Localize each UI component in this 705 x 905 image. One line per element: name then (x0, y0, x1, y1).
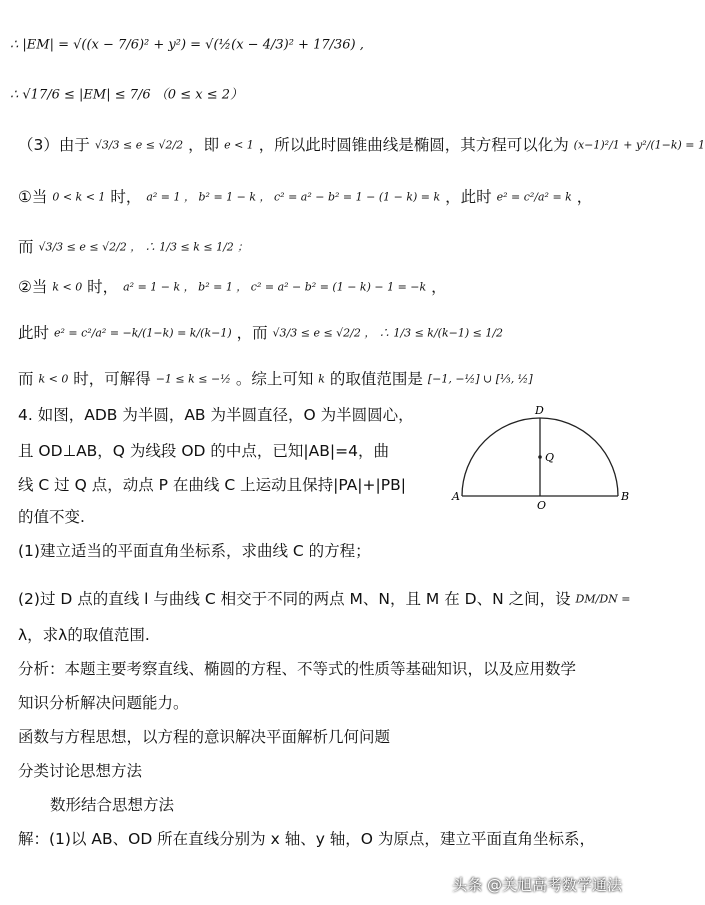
point-q (538, 455, 542, 459)
text-line-3: （3）由于 √3/3 ≤ e ≤ √2/2 ，即 e < 1 ，所以此时圆锥曲线是椭圆，其方程可以化为 (x−1)²/1 + y²/(1−k) = 1 (18, 136, 705, 154)
analysis-line-2: 知识分析解决问题能力。 (18, 694, 189, 712)
watermark: 头条 @关旭高考数学通法 (452, 876, 622, 894)
formula-line-1: ∴ |EM| = √((x − 7/6)² + y²) = √(½(x − 4/3)² + 17/36) , (10, 37, 364, 53)
question-4-line-4: 的值不变. (18, 508, 85, 526)
text-line-8: 而 k < 0 时，可解得 −1 ≤ k ≤ −½ 。综上可知 k 的取值范围是 [−1, −½] ∪ [⅓, ½] (18, 370, 533, 388)
question-4-line-2: 且 OD⊥AB，Q 为线段 OD 的中点，已知|AB|=4，曲 (18, 442, 389, 460)
question-4-part-2: (2)过 D 点的直线 l 与曲线 C 相交于不同的两点 M、N，且 M 在 D、N 之间，设 DM/DN = (18, 590, 631, 608)
semicircle-figure (440, 402, 640, 514)
label-d: D (535, 404, 544, 417)
analysis-line-3: 函数与方程思想，以方程的意识解决平面解析几何问题 (18, 728, 391, 746)
analysis-line-5: 数形结合思想方法 (50, 796, 175, 814)
text-line-4: ①当 0 < k < 1 时， a² = 1 ， b² = 1 − k ， c² = a² − b² = 1 − (1 − k) = k ，此时 e² = c²/a² = k ， (18, 188, 593, 206)
question-4-part-2-cont: λ，求λ的取值范围. (18, 626, 150, 644)
label-a: A (452, 490, 460, 503)
text-line-7: 此时 e² = c²/a² = −k/(1−k) = k/(k−1) ，而 √3/3 ≤ e ≤ √2/2 ， ∴ 1/3 ≤ k/(k−1) ≤ 1/2 (18, 324, 504, 342)
label-q: Q (545, 451, 555, 464)
text-line-6: ②当 k < 0 时， a² = 1 − k ， b² = 1 ， c² = a² − b² = (1 − k) − 1 = −k ， (18, 278, 447, 296)
question-4-line-1: 4. 如图，ADB 为半圆，AB 为半圆直径，O 为半圆圆心， (18, 406, 414, 424)
analysis-line-4: 分类讨论思想方法 (18, 762, 143, 780)
formula-line-2: ∴ √17/6 ≤ |EM| ≤ 7/6 （0 ≤ x ≤ 2） (10, 87, 243, 103)
label-b: B (621, 490, 630, 503)
solution-line-1: 解：(1)以 AB、OD 所在直线分别为 x 轴、y 轴，O 为原点，建立平面直角坐标系， (18, 830, 595, 848)
analysis-line-1: 分析：本题主要考察直线、椭圆的方程、不等式的性质等基础知识，以及应用数学 (18, 660, 577, 678)
question-4-line-3: 线 C 过 Q 点，动点 P 在曲线 C 上运动且保持|PA|+|PB| (18, 476, 406, 494)
question-4-part-1: (1)建立适当的平面直角坐标系，求曲线 C 的方程； (18, 542, 371, 560)
text-line-5: 而 √3/3 ≤ e ≤ √2/2 ， ∴ 1/3 ≤ k ≤ 1/2 ； (18, 238, 249, 256)
label-o: O (537, 499, 547, 512)
